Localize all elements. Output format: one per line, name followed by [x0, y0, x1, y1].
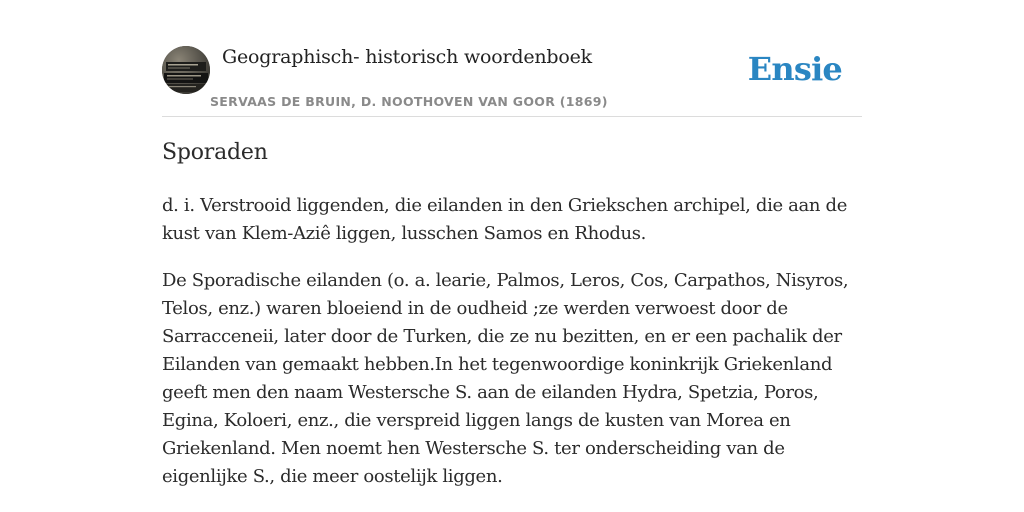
entry-title: Sporaden: [162, 140, 268, 165]
book-cover-thumbnail-icon[interactable]: [162, 46, 210, 94]
entry-paragraph: d. i. Verstrooid liggenden, die eilanden in den Griekschen archipel, die aan de kust van Klem-Aziê liggen, lusschen Samos en Rhodus.: [162, 195, 848, 244]
entry-content: [162, 192, 862, 510]
header: [162, 46, 862, 117]
author-line[interactable]: SERVAAS DE BRUIN, D. NOOTHOVEN VAN GOOR (1869): [210, 94, 608, 109]
entry-paragraph: De Sporadische eilanden (o. a. learie, Palmos, Leros, Cos, Carpathos, Nisyros, Telos, enz.) waren bloeiend in de oudheid ;ze werden verwoest door de Sarracceneii, later door de Turken, die ze nu bezitten, en er een pachalik der Eilanden van gemaakt hebben.In het tegenwoordige koninkrijk Griekenland geeft men den naam Westersche S. aan de eilanden Hydra, Spetzia, Poros, Egina, Koloeri, enz., die verspreid liggen langs de kusten van Morea en Griekenland. Men noemt hen Westersche S. ter onderscheiding van de eigenlijke S., die meer oostelijk liggen.: [162, 270, 849, 487]
book-title-link[interactable]: Geographisch- historisch woordenboek: [222, 46, 592, 68]
ensie-logo[interactable]: Ensie: [747, 50, 842, 88]
